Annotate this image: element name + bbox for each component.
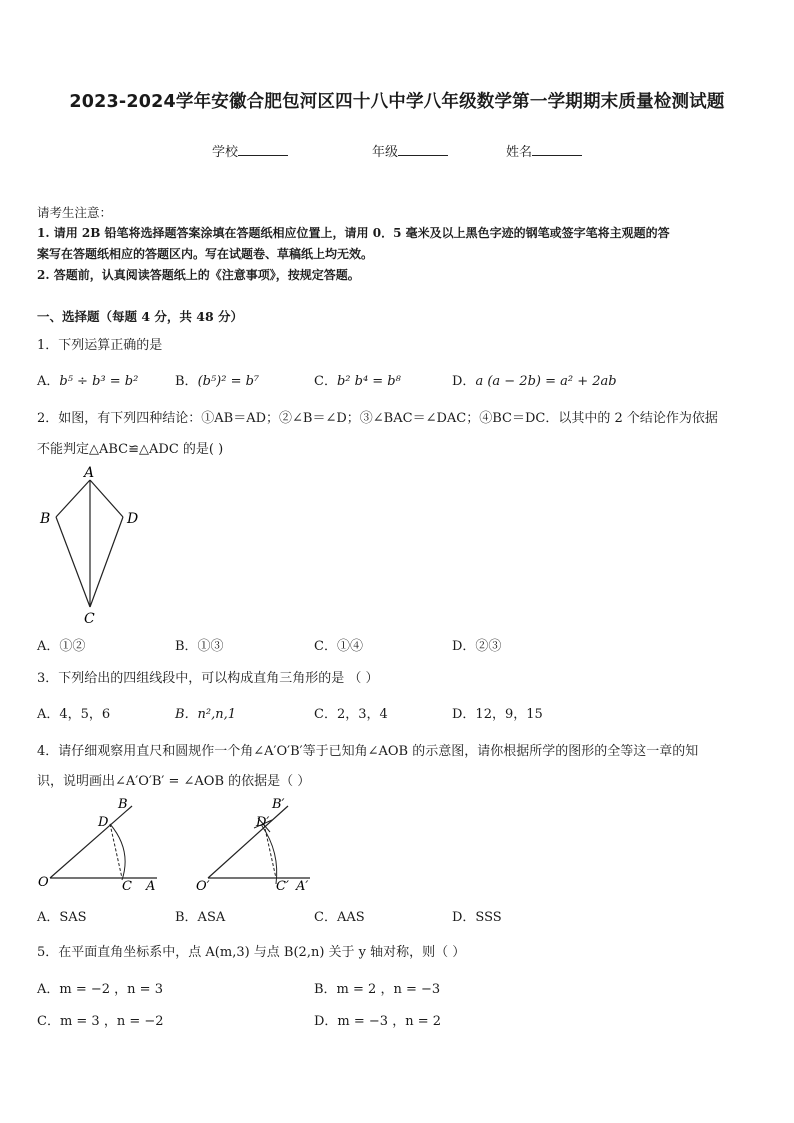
svg-text:O′: O′ [196,879,210,894]
q2-option-c[interactable]: C．①④ [314,639,363,654]
q2-stem-2: 不能判定△ABC≌△ADC 的是( ) [37,442,224,457]
q4-option-d[interactable]: D．SSS [452,910,502,925]
q4-option-c[interactable]: C．AAS [314,910,365,925]
svg-text:O: O [38,875,49,890]
q1-option-b[interactable]: B．(b⁵)² = b⁷ [175,374,260,389]
svg-text:B: B [118,797,128,812]
q4-stem-1: 4．请仔细观察用直尺和圆规作一个角∠A′O′B′等于已知角∠AOB 的示意图，请你根据所学的图形的全等这一章的知 [37,744,699,759]
q1-option-a[interactable]: A．b⁵ ÷ b³ = b² [37,374,139,389]
kite-label-b: B [40,511,51,527]
q1-option-d[interactable]: D．a (a − 2b) = a² + 2ab [452,374,617,389]
q3-option-b[interactable]: B．n²,n,1 [175,707,237,722]
q3-option-d[interactable]: D．12，9，15 [452,707,543,722]
notice-line-1b: 案写在答题纸相应的答题区内。写在试题卷、草稿纸上均无效。 [37,247,374,261]
grade-label: 年级 [372,145,399,160]
name-field[interactable] [506,141,582,160]
q5-option-d[interactable]: D．m = −3 ，n = 2 [314,1014,442,1029]
section-heading: 一、选择题（每题 4 分，共 48 分） [37,309,244,324]
page-title: 2023-2024学年安徽合肥包河区四十八中学八年级数学第一学期期末质量检测试题 [69,92,725,112]
svg-text:C′: C′ [276,879,289,894]
notice-heading: 请考生注意： [37,205,113,220]
q2-stem-1: 2．如图，有下列四种结论：①AB＝AD；②∠B＝∠D；③∠BAC＝∠DAC；④BC＝DC．以其中的 2 个结论作为依据 [37,411,718,426]
notice-line-2: 2. 答题前，认真阅读答题纸上的《注意事项》，按规定答题。 [37,268,360,282]
kite-label-d: D [127,511,139,527]
q3-option-c[interactable]: C．2，3，4 [314,707,388,722]
kite-label-a: A [84,465,95,481]
school-field[interactable] [212,141,288,160]
q5-stem: 5．在平面直角坐标系中，点 A(m,3) 与点 B(2,n) 关于 y 轴对称，则（ ） [37,945,466,960]
kite-label-c: C [84,611,95,627]
notice-line-1a: 1. 请用 2B 铅笔将选择题答案涂填在答题纸相应位置上，请用 0．5 毫米及以上黑色字迹的钢笔或签字笔将主观题的答 [37,226,670,240]
q4-option-b[interactable]: B．ASA [175,910,226,925]
svg-text:A: A [146,879,156,894]
q4-option-a[interactable]: A．SAS [37,910,87,925]
q1-stem: 1．下列运算正确的是 [37,338,163,353]
q3-stem: 3．下列给出的四组线段中，可以构成直角三角形的是 （ ） [37,671,379,686]
svg-text:A′: A′ [296,879,309,894]
school-label: 学校 [212,145,239,160]
kite-figure [30,462,150,627]
svg-text:D: D [98,815,109,830]
q2-option-a[interactable]: A．①② [37,639,86,654]
q1-option-c[interactable]: C．b² b⁴ = b⁸ [314,374,401,389]
name-label: 姓名 [506,145,533,160]
svg-text:B′: B′ [272,797,285,812]
svg-text:C: C [122,879,132,894]
grade-field[interactable] [372,141,448,160]
svg-text:D′: D′ [256,815,270,830]
q5-option-c[interactable]: C．m = 3 ，n = −2 [37,1014,164,1029]
q2-option-b[interactable]: B．①③ [175,639,224,654]
q5-option-b[interactable]: B．m = 2 ，n = −3 [314,982,441,997]
angle-construction-figure [30,792,330,897]
q3-option-a[interactable]: A．4，5，6 [37,707,111,722]
q5-option-a[interactable]: A．m = −2 ，n = 3 [37,982,163,997]
q4-stem-2: 识，说明画出∠A′O′B′ = ∠AOB 的依据是（ ） [37,774,311,789]
q2-option-d[interactable]: D．②③ [452,639,502,654]
